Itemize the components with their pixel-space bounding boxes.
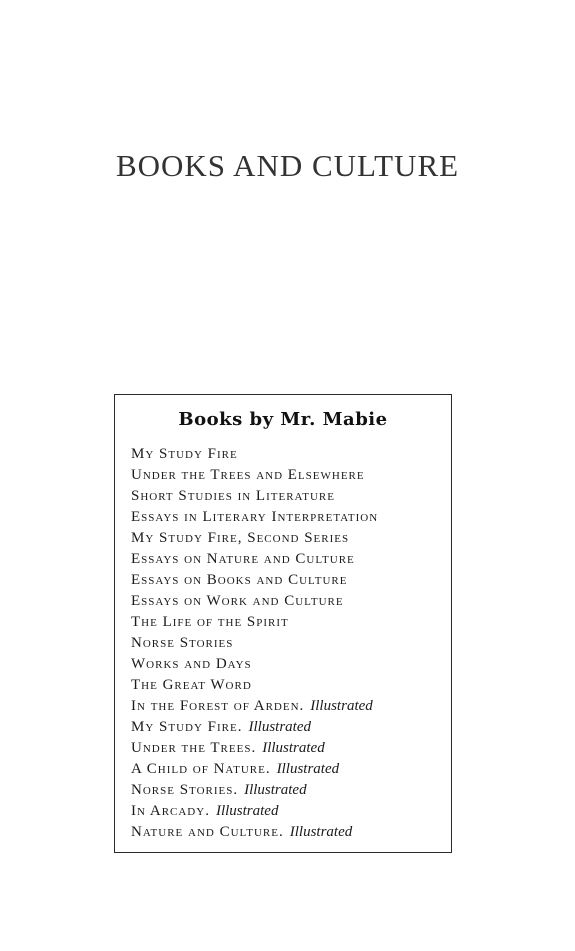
page-title: BOOKS AND CULTURE <box>115 148 460 183</box>
book-title: My Study Fire, Second Series <box>131 530 350 546</box>
book-list-item <box>131 528 378 549</box>
book-list-item <box>131 633 378 654</box>
book-title: Norse Stories. <box>131 782 239 798</box>
book-list-item <box>131 738 378 759</box>
book-title: My Study Fire <box>131 446 238 462</box>
book-title: My Study Fire. <box>131 719 243 735</box>
book-list-item <box>131 822 378 843</box>
book-title: The Great Word <box>131 677 252 693</box>
illustrated-note: Illustrated <box>262 740 325 756</box>
book-list-item <box>131 570 378 591</box>
book-title: Works and Days <box>131 656 252 672</box>
book-title: Under the Trees and Elsewhere <box>131 467 365 483</box>
illustrated-note: Illustrated <box>310 698 373 714</box>
illustrated-note: Illustrated <box>244 782 307 798</box>
illustrated-note: Illustrated <box>289 824 353 840</box>
book-title: Under the Trees. <box>131 740 257 756</box>
book-list-item <box>131 465 378 486</box>
book-list-item <box>131 507 378 528</box>
book-title: A Child of Nature. <box>131 761 271 777</box>
illustrated-note: Illustrated <box>215 803 279 819</box>
book-list-item <box>131 675 378 696</box>
book-list-item <box>131 717 378 738</box>
book-title: Essays on Work and Culture <box>131 593 344 609</box>
book-list-item <box>131 759 378 780</box>
book-list-item <box>131 549 378 570</box>
book-list-item <box>131 696 378 717</box>
book-title: The Life of the Spirit <box>131 614 289 630</box>
book-list-item <box>131 780 378 801</box>
book-title: Essays in Literary Interpretation <box>131 509 379 525</box>
book-title: Essays on Books and Culture <box>131 572 348 588</box>
book-title: In Arcady. <box>131 803 210 819</box>
book-title: Short Studies in Literature <box>131 488 335 504</box>
book-title: Nature and Culture. <box>131 824 284 840</box>
book-list-item <box>131 612 378 633</box>
book-list-item <box>131 591 378 612</box>
illustrated-note: Illustrated <box>248 719 311 735</box>
illustrated-note: Illustrated <box>276 761 340 777</box>
books-box-heading: Books by Mr. Mabie <box>178 409 388 430</box>
book-list-item <box>131 654 378 675</box>
book-title: Essays on Nature and Culture <box>131 551 355 567</box>
book-list-item <box>131 801 378 822</box>
book-list-item <box>131 444 378 465</box>
book-list-item <box>131 486 378 507</box>
books-by-author-box <box>114 394 452 853</box>
book-title: In the Forest of Arden. <box>131 698 305 714</box>
book-title: Norse Stories <box>131 635 234 651</box>
book-list <box>131 444 378 843</box>
